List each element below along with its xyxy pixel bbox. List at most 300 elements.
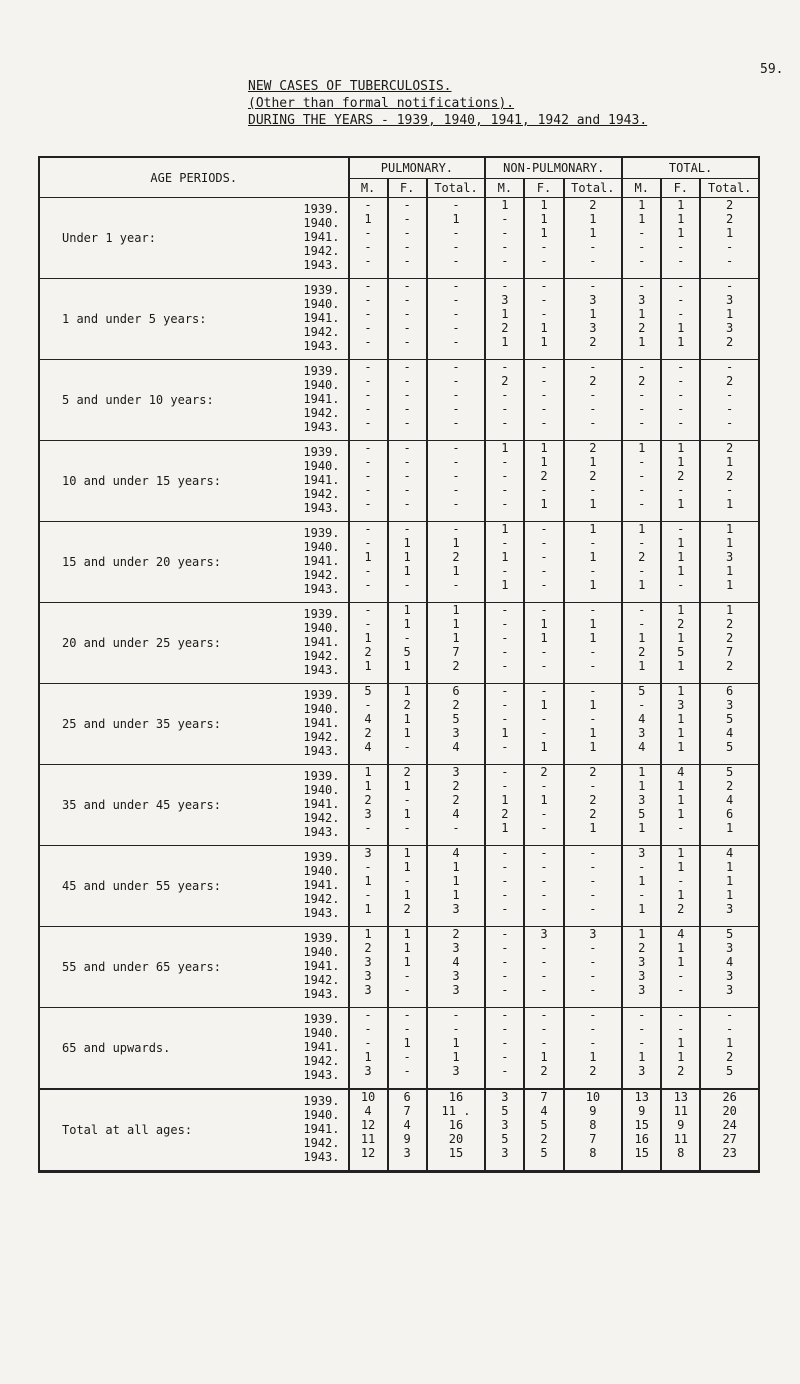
value-cell: 1 [452, 1036, 460, 1050]
value-cell: - [452, 279, 460, 293]
age-cell [39, 279, 349, 360]
value-column [564, 927, 623, 1008]
value-cell: - [452, 374, 460, 388]
value-cell: - [589, 279, 597, 293]
value-cell: 1 [677, 888, 685, 902]
value-cell: 9 [403, 1132, 411, 1146]
value-column [524, 360, 563, 441]
value-column [524, 927, 563, 1008]
value-cell: - [501, 617, 509, 631]
value-cell: - [638, 603, 646, 617]
value-column [622, 279, 661, 360]
value-column [524, 279, 563, 360]
value-cell: - [589, 659, 597, 673]
table-row [39, 441, 759, 522]
value-column [622, 603, 661, 684]
value-cell: - [501, 846, 509, 860]
age-cell [39, 684, 349, 765]
value-cell: - [638, 1008, 646, 1022]
value-cell: 3 [726, 902, 734, 916]
value-column [388, 765, 427, 846]
value-cell: - [589, 888, 597, 902]
value-column [485, 846, 524, 927]
value-column [524, 441, 563, 522]
value-cell: 16 [448, 1090, 464, 1104]
value-cell: 1 [638, 335, 646, 349]
value-cell: - [677, 874, 685, 888]
value-cell: 3 [638, 969, 646, 983]
value-column [485, 927, 524, 1008]
value-cell: 2 [677, 617, 685, 631]
value-cell: - [501, 603, 509, 617]
value-cell: 5 [638, 807, 646, 821]
value-column [485, 279, 524, 360]
value-cell: - [677, 240, 685, 254]
value-cell: 2 [403, 765, 411, 779]
value-cell: - [726, 254, 734, 268]
value-cell: 6 [726, 684, 734, 698]
value-cell: 4 [364, 740, 372, 754]
value-column [661, 684, 700, 765]
value-column [700, 684, 759, 765]
value-cell: 2 [540, 765, 548, 779]
value-cell: - [589, 779, 597, 793]
value-column [427, 684, 486, 765]
value-column [427, 603, 486, 684]
value-cell: - [501, 860, 509, 874]
value-column [524, 522, 563, 603]
value-cell: 1 [403, 941, 411, 955]
value-cell: 2 [540, 1064, 548, 1078]
value-cell: - [364, 402, 372, 416]
value-cell: - [726, 360, 734, 374]
value-cell: - [589, 388, 597, 402]
value-cell: 2 [540, 469, 548, 483]
value-cell: 2 [589, 198, 597, 212]
value-cell: 2 [638, 550, 646, 564]
value-cell: 3 [726, 293, 734, 307]
value-cell: 1 [677, 740, 685, 754]
value-cell: - [638, 402, 646, 416]
year-list [252, 846, 348, 926]
value-cell: 4 [726, 726, 734, 740]
value-cell: - [677, 578, 685, 592]
value-cell: - [589, 1022, 597, 1036]
table-row [39, 522, 759, 603]
value-cell: - [364, 1036, 372, 1050]
year-label: 1941. [303, 1040, 340, 1054]
value-column [700, 1089, 759, 1172]
value-cell: 1 [403, 684, 411, 698]
value-cell: - [540, 279, 548, 293]
value-cell: 1 [638, 927, 646, 941]
value-cell: 1 [452, 212, 460, 226]
value-cell: - [540, 603, 548, 617]
value-cell: 2 [452, 550, 460, 564]
value-column [622, 846, 661, 927]
value-column [485, 1008, 524, 1090]
year-label: 1939. [303, 850, 340, 864]
value-cell: 5 [677, 645, 685, 659]
value-cell: 1 [677, 941, 685, 955]
value-cell: - [452, 441, 460, 455]
value-cell: 2 [677, 469, 685, 483]
value-cell: 1 [452, 1050, 460, 1064]
value-cell: 2 [726, 631, 734, 645]
value-column [661, 522, 700, 603]
year-label: 1943. [303, 339, 340, 353]
value-cell: 1 [677, 779, 685, 793]
value-cell: 4 [452, 955, 460, 969]
value-cell: 16 [634, 1132, 649, 1146]
value-cell: - [403, 793, 411, 807]
total-total-header: Total. [700, 179, 759, 198]
value-cell: - [501, 698, 509, 712]
value-cell: - [540, 374, 548, 388]
value-cell: - [540, 684, 548, 698]
year-label: 1943. [303, 1150, 340, 1164]
value-cell: - [452, 293, 460, 307]
year-label: 1939. [303, 688, 340, 702]
value-cell: - [403, 469, 411, 483]
value-cell: 1 [677, 659, 685, 673]
value-cell: - [452, 522, 460, 536]
value-column [661, 198, 700, 279]
value-cell: - [540, 955, 548, 969]
value-cell: 1 [501, 307, 509, 321]
value-cell: - [403, 307, 411, 321]
value-cell: 2 [638, 941, 646, 955]
value-cell: - [638, 483, 646, 497]
age-group-label: 25 and under 35 years: [62, 717, 221, 731]
value-column [388, 441, 427, 522]
value-cell: 1 [501, 821, 509, 835]
value-cell: - [403, 631, 411, 645]
value-cell: - [726, 402, 734, 416]
value-cell: - [501, 536, 509, 550]
year-label: 1941. [303, 554, 340, 568]
value-cell: 3 [501, 1090, 509, 1104]
value-cell: 2 [589, 469, 597, 483]
value-cell: - [677, 293, 685, 307]
value-cell: 2 [726, 335, 734, 349]
value-cell: 11 [673, 1132, 689, 1146]
year-list [252, 603, 348, 683]
pulmonary-m-header: M. [349, 179, 388, 198]
value-cell: - [726, 1022, 734, 1036]
value-cell: 11 [360, 1132, 376, 1146]
table-row [39, 846, 759, 927]
value-cell: - [501, 497, 509, 511]
year-label: 1942. [303, 649, 340, 663]
value-cell: 1 [364, 1050, 372, 1064]
value-cell: 1 [589, 226, 597, 240]
value-cell: 1 [540, 198, 548, 212]
value-cell: - [677, 279, 685, 293]
value-cell: 1 [501, 550, 509, 564]
value-cell: - [364, 1008, 372, 1022]
value-cell: - [403, 321, 411, 335]
year-label: 1939. [303, 769, 340, 783]
value-cell: 2 [452, 659, 460, 673]
value-cell: 1 [638, 902, 646, 916]
value-cell: - [364, 860, 372, 874]
value-cell: - [452, 388, 460, 402]
table-row [39, 684, 759, 765]
value-column [388, 684, 427, 765]
value-cell: 1 [677, 712, 685, 726]
value-cell: 4 [638, 740, 646, 754]
value-cell: 1 [364, 874, 372, 888]
value-cell: 1 [540, 226, 548, 240]
year-list [252, 684, 348, 764]
value-cell: - [638, 455, 646, 469]
value-cell: 1 [638, 821, 646, 835]
value-cell: - [364, 1022, 372, 1036]
value-cell: - [452, 321, 460, 335]
year-list [252, 1008, 348, 1088]
value-cell: 2 [403, 698, 411, 712]
value-cell: - [364, 416, 372, 430]
value-cell: - [638, 254, 646, 268]
value-cell: - [403, 293, 411, 307]
age-cell [39, 603, 349, 684]
year-list [252, 441, 348, 521]
value-column [700, 765, 759, 846]
value-cell: - [726, 483, 734, 497]
age-group-label: 15 and under 20 years: [62, 555, 221, 569]
value-cell: 1 [403, 888, 411, 902]
value-cell: - [364, 564, 372, 578]
value-cell: - [403, 497, 411, 511]
year-label: 1940. [303, 378, 340, 392]
value-column [485, 603, 524, 684]
value-cell: 1 [364, 212, 372, 226]
value-column [524, 684, 563, 765]
value-cell: 1 [540, 321, 548, 335]
value-cell: 1 [540, 455, 548, 469]
value-cell: - [501, 874, 509, 888]
year-label: 1942. [303, 1054, 340, 1068]
value-cell: - [452, 226, 460, 240]
age-group-label: 35 and under 45 years: [62, 798, 221, 812]
value-cell: 2 [364, 793, 372, 807]
value-cell: 9 [638, 1104, 646, 1118]
value-cell: 9 [677, 1118, 685, 1132]
value-cell: 8 [589, 1146, 597, 1160]
value-cell: 5 [501, 1132, 509, 1146]
value-cell: - [501, 740, 509, 754]
value-column [485, 684, 524, 765]
value-cell: - [403, 402, 411, 416]
value-cell: 3 [638, 793, 646, 807]
value-cell: - [501, 279, 509, 293]
value-cell: - [589, 536, 597, 550]
value-cell: - [501, 712, 509, 726]
page-number: 59. [760, 62, 784, 77]
value-cell: 3 [638, 955, 646, 969]
value-column [564, 198, 623, 279]
year-label: 1942. [303, 1136, 340, 1150]
value-cell: 1 [364, 927, 372, 941]
value-cell: 2 [589, 793, 597, 807]
value-cell: 2 [726, 617, 734, 631]
value-cell: 1 [452, 603, 460, 617]
value-cell: - [677, 522, 685, 536]
value-column [349, 765, 388, 846]
value-cell: 1 [726, 536, 734, 550]
value-column [700, 279, 759, 360]
value-cell: 3 [589, 321, 597, 335]
value-cell: - [501, 927, 509, 941]
value-cell: 2 [589, 441, 597, 455]
value-cell: 5 [638, 684, 646, 698]
value-cell: 1 [364, 659, 372, 673]
age-cell [39, 765, 349, 846]
value-cell: 1 [364, 631, 372, 645]
value-column [524, 603, 563, 684]
value-column [661, 1008, 700, 1090]
value-cell: - [540, 307, 548, 321]
value-cell: - [638, 497, 646, 511]
value-cell: 1 [540, 441, 548, 455]
value-cell: - [403, 335, 411, 349]
value-cell: 1 [452, 536, 460, 550]
value-cell: 1 [403, 617, 411, 631]
value-column [485, 1089, 524, 1172]
value-cell: - [540, 846, 548, 860]
value-cell: 1 [501, 726, 509, 740]
value-cell: 1 [589, 497, 597, 511]
year-label: 1943. [303, 906, 340, 920]
value-cell: - [677, 307, 685, 321]
value-cell: 13 [634, 1090, 649, 1104]
value-cell: 3 [726, 941, 734, 955]
value-cell: 3 [638, 293, 646, 307]
value-cell: 1 [501, 578, 509, 592]
value-cell: 1 [638, 765, 646, 779]
table-row [39, 1008, 759, 1090]
value-cell: - [364, 279, 372, 293]
value-cell: - [452, 335, 460, 349]
value-cell: 1 [403, 927, 411, 941]
value-cell: - [452, 416, 460, 430]
value-cell: - [403, 455, 411, 469]
value-cell: - [677, 402, 685, 416]
value-cell: 1 [677, 226, 685, 240]
value-cell: 1 [726, 821, 734, 835]
value-column [349, 603, 388, 684]
value-cell: - [638, 1036, 646, 1050]
value-cell: 1 [403, 860, 411, 874]
value-cell: 1 [677, 455, 685, 469]
value-cell: - [589, 684, 597, 698]
value-cell: 2 [589, 765, 597, 779]
value-column [349, 846, 388, 927]
value-cell: - [589, 983, 597, 997]
value-cell: 1 [638, 659, 646, 673]
value-cell: - [403, 522, 411, 536]
year-label: 1943. [303, 987, 340, 1001]
value-cell: 1 [589, 740, 597, 754]
value-cell: - [677, 1022, 685, 1036]
value-column [622, 441, 661, 522]
total-header: TOTAL. [622, 157, 759, 179]
value-cell: 3 [364, 969, 372, 983]
value-column [388, 198, 427, 279]
value-cell: 3 [638, 726, 646, 740]
value-cell: 3 [452, 765, 460, 779]
year-label: 1939. [303, 364, 340, 378]
value-cell: 4 [364, 712, 372, 726]
value-cell: 2 [726, 198, 734, 212]
value-cell: 1 [540, 740, 548, 754]
value-cell: - [540, 564, 548, 578]
value-column [485, 360, 524, 441]
value-cell: - [364, 578, 372, 592]
value-cell: - [726, 1008, 734, 1022]
value-cell: 2 [726, 659, 734, 673]
value-column [700, 846, 759, 927]
value-cell: 1 [726, 603, 734, 617]
title-line-3: DURING THE YEARS - 1939, 1940, 1941, 1942 and 1943. [248, 113, 648, 128]
value-cell: 10 [360, 1090, 376, 1104]
year-label: 1940. [303, 621, 340, 635]
value-cell: - [638, 388, 646, 402]
value-column [427, 198, 486, 279]
value-cell: 1 [452, 564, 460, 578]
value-cell: - [452, 469, 460, 483]
table-row [39, 1089, 759, 1172]
value-cell: - [403, 254, 411, 268]
value-column [485, 198, 524, 279]
year-label: 1943. [303, 825, 340, 839]
age-cell [39, 1089, 349, 1172]
value-column [485, 765, 524, 846]
value-column [661, 603, 700, 684]
value-cell: - [501, 955, 509, 969]
value-cell: 1 [589, 578, 597, 592]
value-cell: - [638, 1022, 646, 1036]
value-cell: 1 [726, 455, 734, 469]
value-cell: 1 [638, 578, 646, 592]
value-cell: 1 [501, 441, 509, 455]
value-cell: 1 [501, 198, 509, 212]
value-cell: - [403, 1022, 411, 1036]
value-cell: - [540, 550, 548, 564]
value-cell: - [677, 483, 685, 497]
value-cell: 1 [677, 860, 685, 874]
value-cell: 1 [364, 550, 372, 564]
value-cell: - [677, 360, 685, 374]
year-label: 1943. [303, 663, 340, 677]
value-cell: 2 [726, 469, 734, 483]
value-cell: - [677, 1008, 685, 1022]
value-cell: - [364, 360, 372, 374]
value-cell: 1 [540, 793, 548, 807]
value-cell: - [501, 254, 509, 268]
age-group-label: 65 and upwards. [62, 1041, 171, 1055]
value-cell: 5 [726, 712, 734, 726]
value-cell: - [403, 388, 411, 402]
value-cell: 2 [726, 1050, 734, 1064]
value-column [661, 360, 700, 441]
age-cell [39, 522, 349, 603]
value-cell: - [364, 226, 372, 240]
year-label: 1942. [303, 973, 340, 987]
value-cell: - [540, 360, 548, 374]
value-cell: 5 [403, 645, 411, 659]
